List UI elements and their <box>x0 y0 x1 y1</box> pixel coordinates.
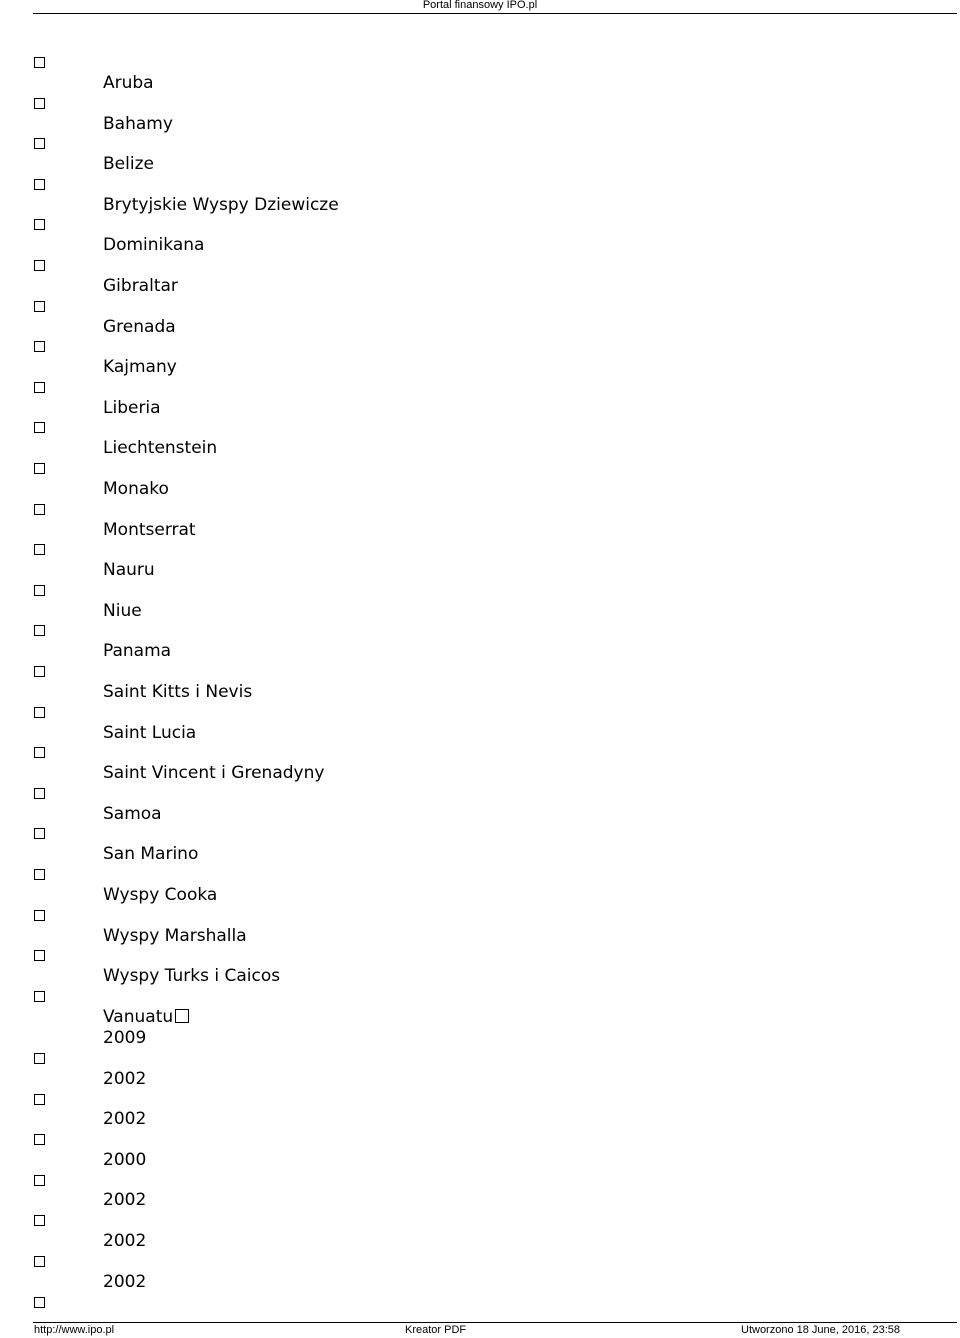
country-name: Panama <box>103 641 172 661</box>
country-item <box>103 479 169 499</box>
footer-generator-label: Kreator PDF <box>405 1324 467 1336</box>
checkbox-glyph <box>34 625 45 636</box>
country-item <box>103 520 196 540</box>
country-item <box>103 844 198 864</box>
country-name: Grenada <box>103 317 176 337</box>
year-item: 2009 <box>103 1028 147 1048</box>
checkbox-glyph <box>34 57 45 68</box>
checkbox-glyph <box>34 1175 45 1186</box>
checkbox-glyph <box>34 422 45 433</box>
checkbox-glyph <box>34 301 45 312</box>
checkbox-glyph <box>34 910 45 921</box>
country-item <box>103 276 178 296</box>
country-item <box>103 195 339 215</box>
country-name: Saint Lucia <box>103 723 197 743</box>
checkbox-glyph <box>34 463 45 474</box>
checkbox-glyph <box>34 1094 45 1105</box>
checkbox-glyph <box>34 1297 45 1308</box>
year-item: 2002 <box>103 1272 147 1292</box>
checkbox-glyph <box>34 219 45 230</box>
country-item <box>103 73 154 93</box>
checkbox-glyph <box>34 544 45 555</box>
country-name: Liberia <box>103 398 161 418</box>
checkbox-glyph <box>34 1256 45 1267</box>
country-item <box>103 723 196 743</box>
country-item <box>103 804 162 824</box>
country-name: Nauru <box>103 560 155 580</box>
inline-box-glyph <box>175 1009 189 1023</box>
country-name: Saint Vincent i Grenadyny <box>103 763 325 783</box>
country-name: Niue <box>103 601 142 621</box>
year-item: 2000 <box>103 1150 147 1170</box>
country-item <box>103 357 177 377</box>
checkbox-glyph <box>34 950 45 961</box>
checkbox-glyph <box>34 707 45 718</box>
checkbox-glyph <box>34 747 45 758</box>
country-name: Samoa <box>103 804 162 824</box>
checkbox-glyph <box>34 585 45 596</box>
checkbox-glyph <box>34 788 45 799</box>
page-header-title: Portal finansowy IPO.pl <box>422 0 538 11</box>
year-item: 2002 <box>103 1190 147 1210</box>
checkbox-glyph <box>34 98 45 109</box>
country-item <box>103 317 176 337</box>
country-item <box>103 235 204 255</box>
country-name: Vanuatu <box>103 1007 174 1027</box>
country-name: Wyspy Cooka <box>103 885 218 905</box>
checkbox-glyph <box>34 1053 45 1064</box>
checkbox-glyph <box>34 828 45 839</box>
country-item <box>103 114 173 134</box>
country-item <box>103 560 155 580</box>
checkbox-glyph <box>34 260 45 271</box>
country-name: Wyspy Marshalla <box>103 926 247 946</box>
checkbox-glyph <box>34 382 45 393</box>
country-item <box>103 966 280 986</box>
checkbox-glyph <box>34 666 45 677</box>
checkbox-glyph <box>34 1134 45 1145</box>
country-name: Aruba <box>103 73 154 93</box>
footer-created-timestamp: Utworzono 18 June, 2016, 23:58 <box>741 1324 901 1336</box>
checkbox-glyph <box>34 179 45 190</box>
country-name: Brytyjskie Wyspy Dziewicze <box>103 195 339 215</box>
country-name: San Marino <box>103 844 199 864</box>
year-item: 2002 <box>103 1231 147 1251</box>
year-item: 2002 <box>103 1109 147 1129</box>
year-item: 2002 <box>103 1069 147 1089</box>
country-name: Bahamy <box>103 114 173 134</box>
country-item <box>103 926 247 946</box>
country-item <box>103 398 161 418</box>
country-name: Gibraltar <box>103 276 178 296</box>
country-name: Liechtenstein <box>103 438 218 458</box>
checkbox-glyph <box>34 991 45 1002</box>
checkbox-glyph <box>34 138 45 149</box>
country-item <box>103 641 171 661</box>
checkbox-glyph <box>34 869 45 880</box>
checkbox-glyph <box>34 1215 45 1226</box>
footer-url-link[interactable]: http://www.ipo.pl <box>34 1324 115 1336</box>
country-name: Saint Kitts i Nevis <box>103 682 253 702</box>
country-name: Belize <box>103 154 154 174</box>
country-name: Wyspy Turks i Caicos <box>103 966 281 986</box>
country-item <box>103 1007 189 1027</box>
country-item <box>103 763 324 783</box>
country-name: Dominikana <box>103 235 205 255</box>
country-item <box>103 682 252 702</box>
country-name: Montserrat <box>103 520 196 540</box>
country-name: Monako <box>103 479 169 499</box>
country-name: Kajmany <box>103 357 177 377</box>
country-item <box>103 438 217 458</box>
header-divider <box>33 13 957 14</box>
checkbox-glyph <box>34 504 45 515</box>
country-item <box>103 885 217 905</box>
country-item <box>103 601 142 621</box>
checkbox-glyph <box>34 341 45 352</box>
country-item <box>103 154 154 174</box>
